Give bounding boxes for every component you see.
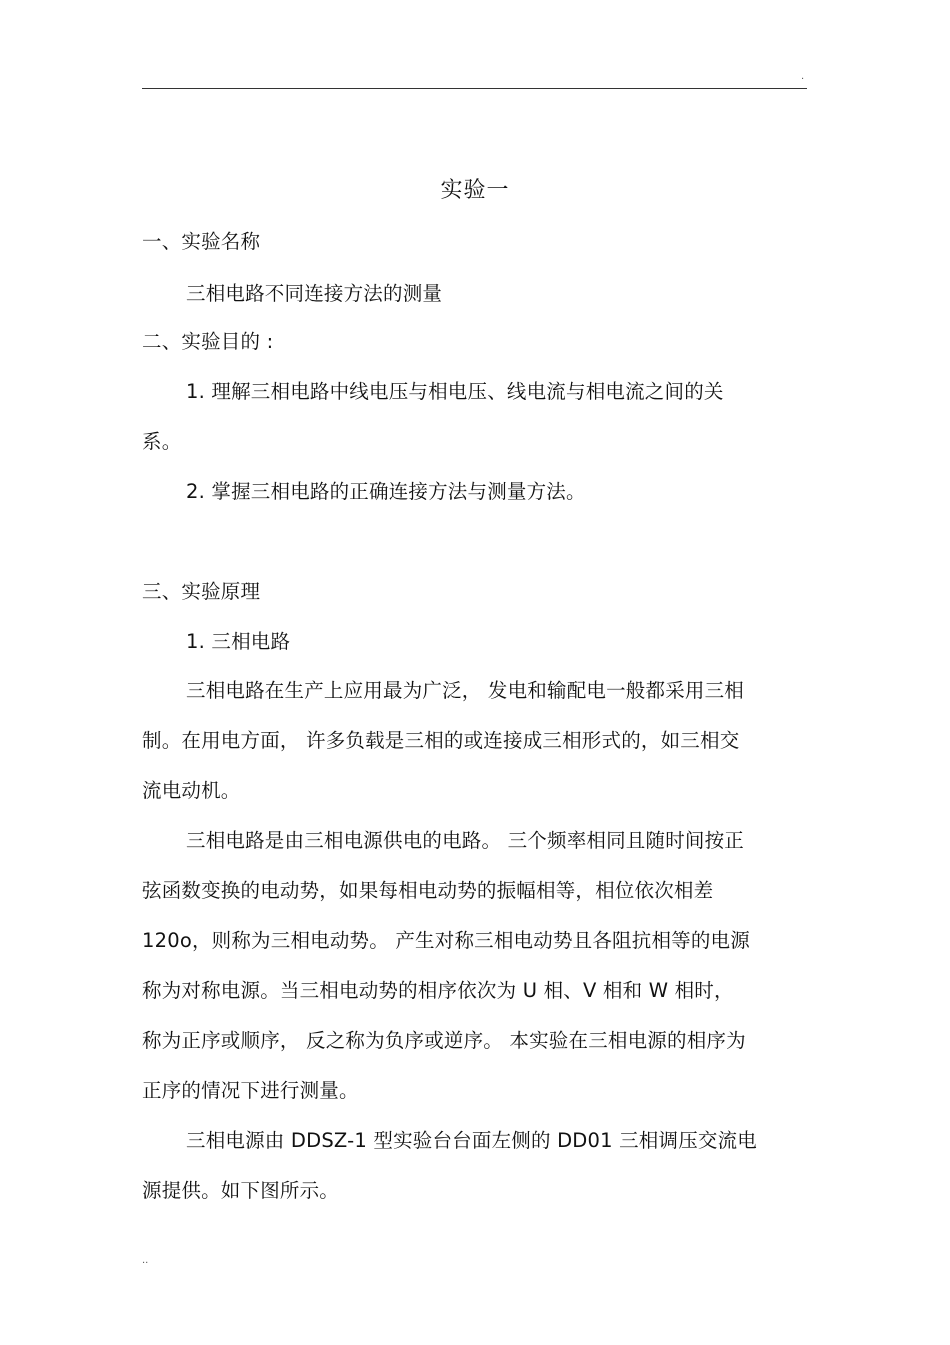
paragraph3-line1: 三相电源由 DDSZ-1 型实验台台面左侧的 DD01 三相调压交流电 — [186, 1129, 758, 1152]
paragraph2-line5: 称为正序或顺序， 反之称为负序或逆序。 本实验在三相电源的相序为 — [142, 1029, 746, 1052]
section2-item1-line2: 系。 — [142, 430, 182, 453]
header-rule — [142, 88, 807, 89]
section3-subheading: 1. 三相电路 — [186, 630, 291, 653]
top-dot-mark: . — [801, 71, 805, 82]
paragraph1-line2: 制。在用电方面， 许多负载是三相的或连接成三相形式的，如三相交 — [142, 729, 740, 752]
paragraph2-line6: 正序的情况下进行测量。 — [142, 1079, 359, 1102]
section2-item1-line1: 1. 理解三相电路中线电压与相电压、线电流与相电流之间的关 — [186, 380, 724, 403]
paragraph2-line4: 称为对称电源。当三相电动势的相序依次为 U 相、V 相和 W 相时， — [142, 979, 734, 1002]
section3-heading: 三、实验原理 — [142, 580, 261, 603]
paragraph2-line2: 弦函数变换的电动势，如果每相电动势的振幅相等，相位依次相差 — [142, 879, 714, 902]
section2-heading: 二、实验目的 : — [142, 330, 274, 353]
bottom-dots-mark: .. — [142, 1255, 149, 1266]
page-title: 实验一 — [440, 178, 510, 203]
paragraph1-line1: 三相电路在生产上应用最为广泛， 发电和输配电一般都采用三相 — [186, 679, 744, 702]
paragraph2-line3: 120o，则称为三相电动势。 产生对称三相电动势且各阻抗相等的电源 — [142, 929, 750, 952]
paragraph3-line2: 源提供。如下图所示。 — [142, 1179, 340, 1202]
section1-heading: 一、实验名称 — [142, 230, 261, 253]
paragraph2-line1: 三相电路是由三相电源供电的电路。 三个频率相同且随时间按正 — [186, 829, 744, 852]
paragraph1-line3: 流电动机。 — [142, 779, 241, 802]
section2-item2: 2. 掌握三相电路的正确连接方法与测量方法。 — [186, 480, 586, 503]
section1-content: 三相电路不同连接方法的测量 — [186, 282, 443, 305]
